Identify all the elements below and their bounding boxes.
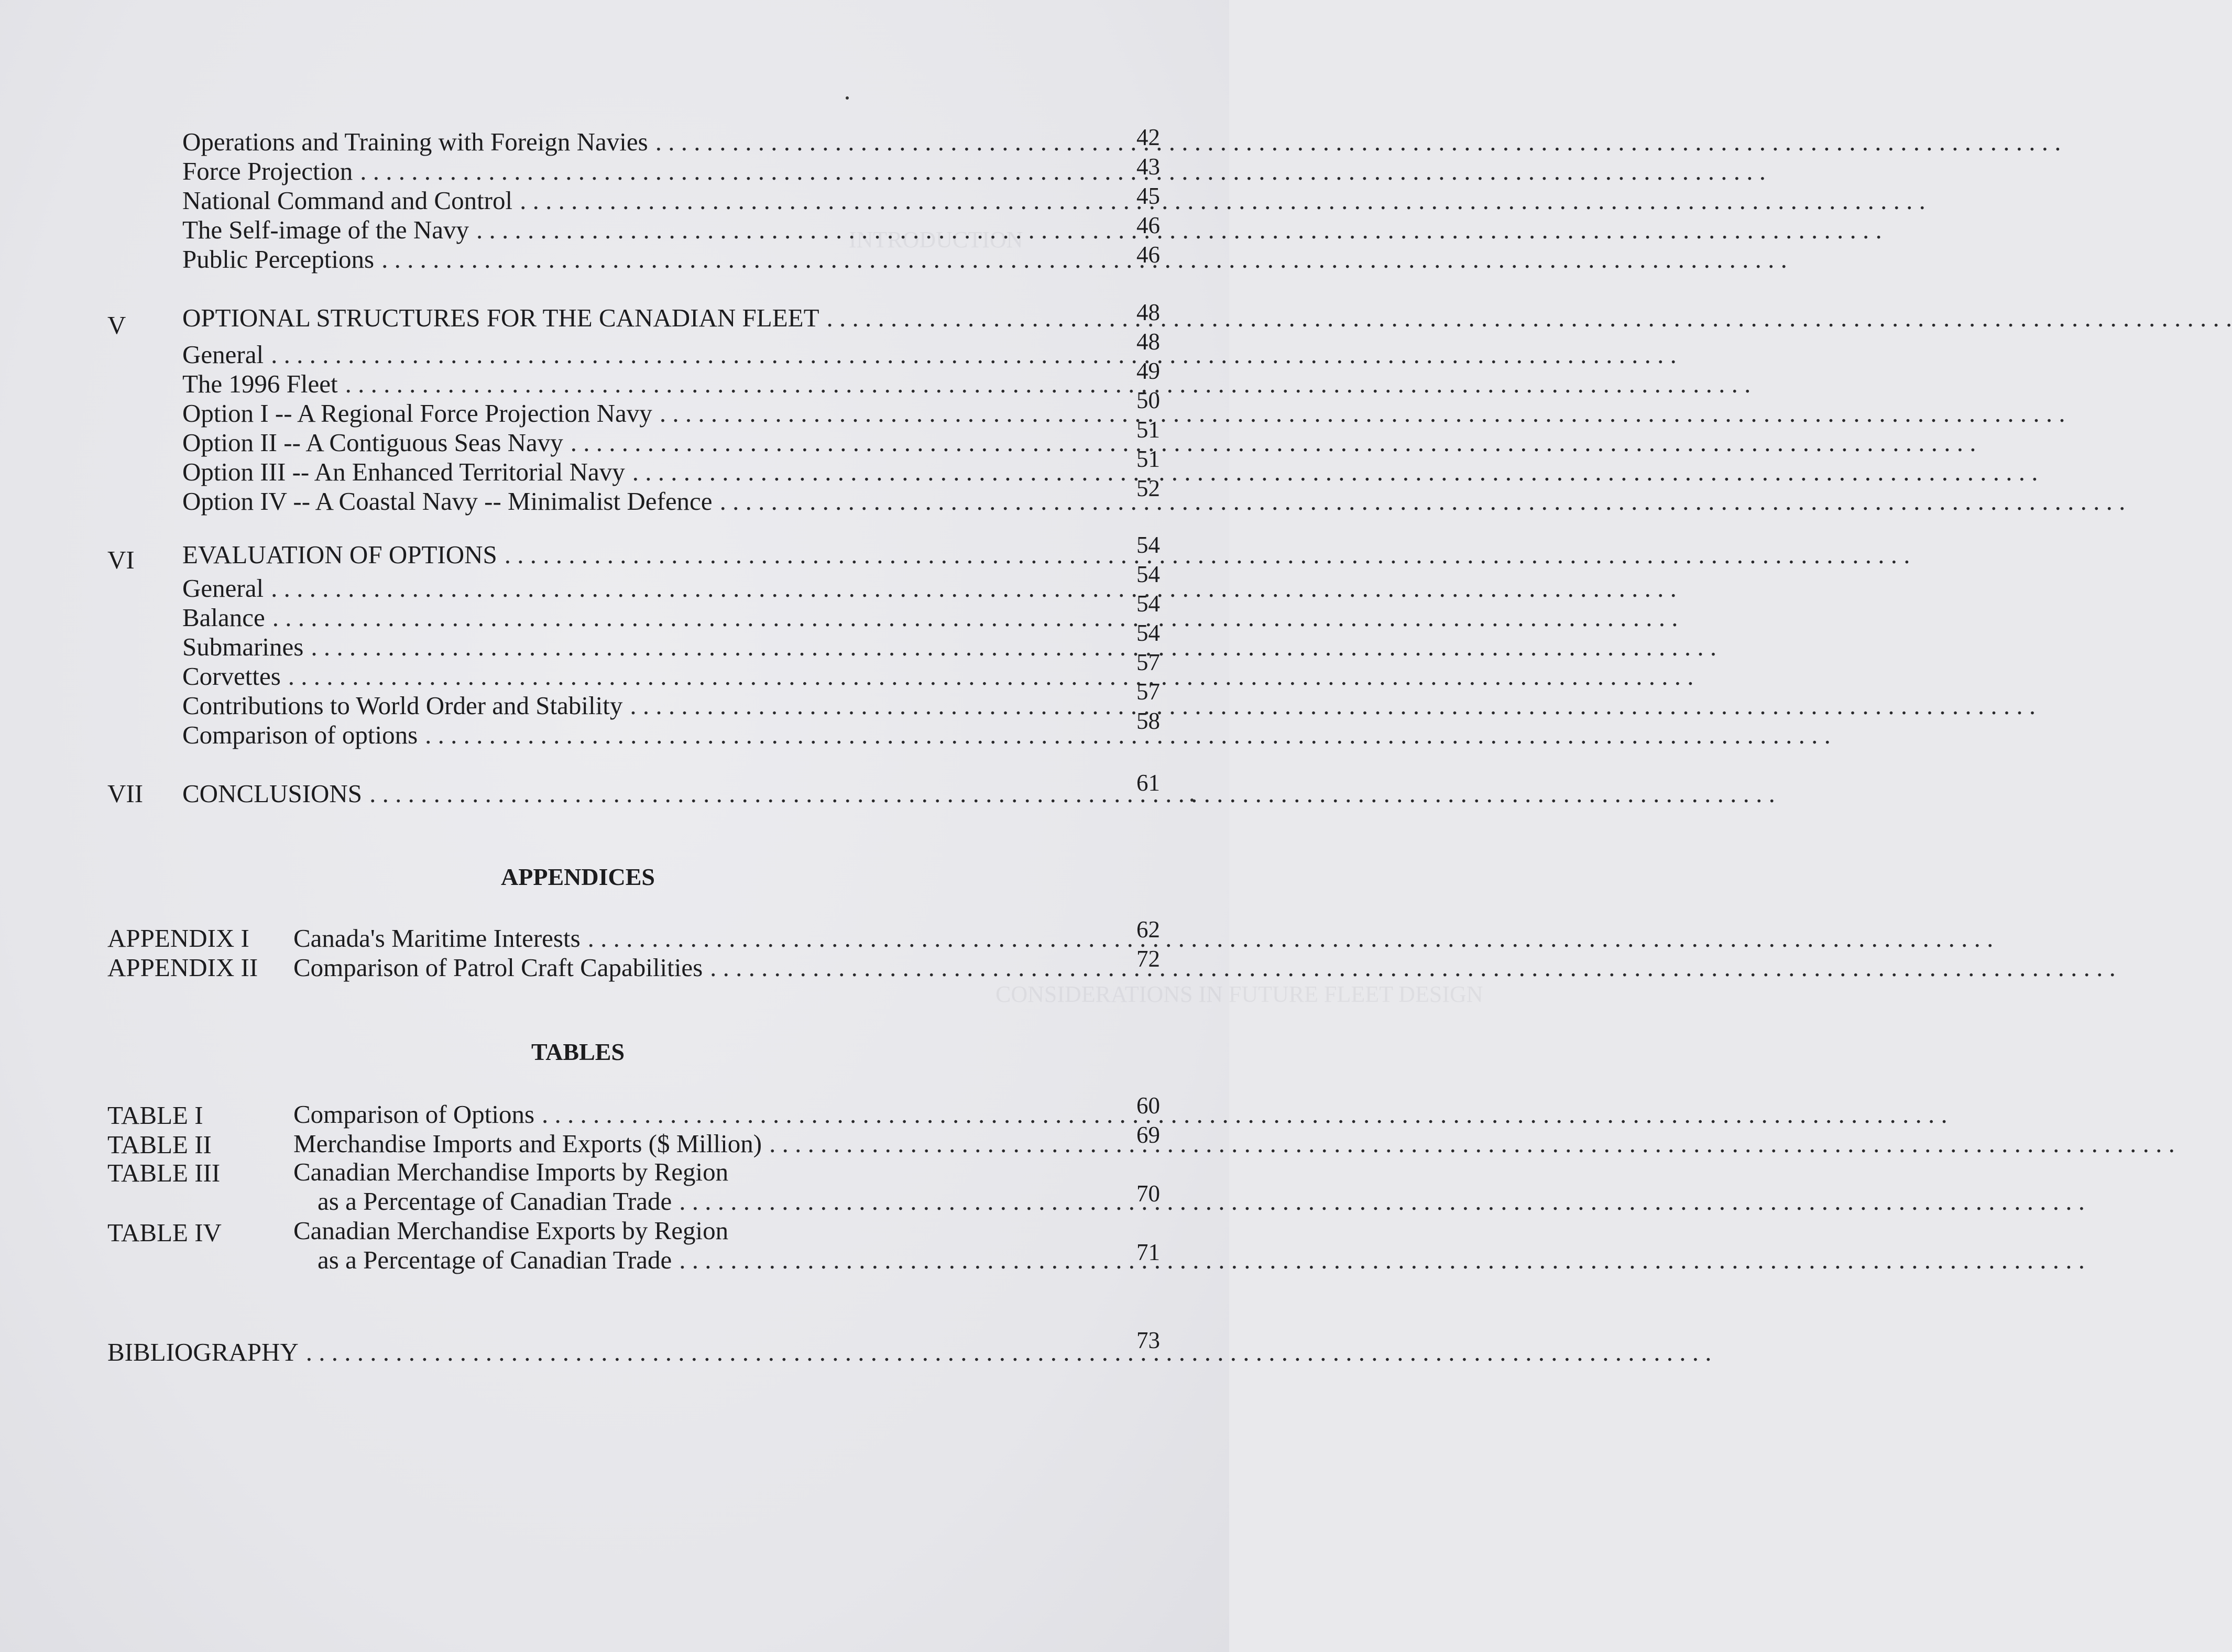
toc-entry-title: Comparison of Patrol Craft Capabilities <box>293 953 703 982</box>
dot-leader <box>542 1099 1947 1130</box>
toc-entry[interactable] <box>182 720 1092 750</box>
bleed-through-text: INTRODUCTION <box>849 227 1023 253</box>
toc-chapter-title: CONCLUSIONS <box>182 779 363 808</box>
toc-entry[interactable] <box>182 398 1092 429</box>
toc-table-entry[interactable] <box>318 1245 1092 1275</box>
toc-page-number: 70 <box>1136 1180 1160 1207</box>
toc-entry-title: Canadian Merchandise Exports by Region <box>293 1216 729 1245</box>
toc-table-entry[interactable] <box>318 1186 1092 1217</box>
toc-page-number: 61 <box>1136 770 1160 796</box>
toc-table-entry[interactable] <box>293 1099 1092 1130</box>
speck-mark <box>846 96 849 100</box>
dot-leader <box>505 540 1910 570</box>
toc-entry[interactable] <box>182 215 1092 245</box>
toc-entry-title: Option II -- A Contiguous Seas Navy <box>182 428 563 457</box>
toc-entry-title-continued: as a Percentage of Canadian Trade <box>318 1187 672 1216</box>
toc-entry-title: Submarines <box>182 632 304 661</box>
toc-entry[interactable] <box>182 573 1092 604</box>
dot-leader <box>425 720 1831 750</box>
toc-table-entry[interactable] <box>293 1129 1092 1159</box>
toc-entry[interactable] <box>182 661 1092 692</box>
appendix-label: APPENDIX II <box>107 953 258 982</box>
appendices-heading: APPENDICES <box>501 863 655 890</box>
toc-entry-title: General <box>182 574 264 603</box>
toc-entry-title: Canada's Maritime Interests <box>293 924 581 953</box>
toc-page-number: 52 <box>1136 475 1160 501</box>
toc-entry-title: The 1996 Fleet <box>182 369 338 398</box>
toc-page-number: 54 <box>1136 532 1160 558</box>
toc-page-number: 50 <box>1136 387 1160 413</box>
toc-page-number: 71 <box>1136 1239 1160 1265</box>
toc-entry-title: Comparison of Options <box>293 1100 535 1129</box>
dot-leader <box>660 398 2065 429</box>
toc-entry-title: Comparison of options <box>182 720 418 749</box>
toc-entry-title: General <box>182 340 264 369</box>
table-label: TABLE I <box>107 1101 203 1130</box>
toc-chapter-entry[interactable] <box>182 303 1092 333</box>
dot-leader <box>288 661 1694 692</box>
toc-entry-title: Balance <box>182 603 265 632</box>
table-label: TABLE III <box>107 1158 221 1187</box>
dot-leader <box>720 486 2126 517</box>
toc-entry-title: Contributions to World Order and Stability <box>182 691 623 720</box>
dot-leader <box>271 340 1677 370</box>
toc-entry[interactable] <box>182 486 1092 517</box>
dot-leader <box>655 127 2061 157</box>
toc-page-number: 57 <box>1136 649 1160 675</box>
toc-bibliography-title: BIBLIOGRAPHY <box>107 1338 299 1366</box>
toc-entry-title: Force Projection <box>182 157 353 185</box>
toc-page-number: 45 <box>1136 183 1160 209</box>
dot-leader <box>272 603 1678 633</box>
dot-leader <box>369 779 1775 809</box>
toc-entry[interactable] <box>182 632 1092 662</box>
chapter-number: V <box>107 311 126 340</box>
tables-heading: TABLES <box>531 1038 625 1065</box>
chapter-number: VII <box>107 779 144 808</box>
toc-page-number: 69 <box>1136 1122 1160 1148</box>
dot-leader <box>588 923 1994 954</box>
table-label: TABLE II <box>107 1130 212 1159</box>
toc-chapter-title: OPTIONAL STRUCTURES FOR THE CANADIAN FLEET <box>182 303 819 332</box>
dot-leader <box>630 691 2036 721</box>
toc-entry[interactable] <box>182 428 1092 458</box>
dot-leader <box>679 1245 2085 1275</box>
toc-page-number: 42 <box>1136 124 1160 150</box>
dot-leader <box>827 303 2232 333</box>
dot-leader <box>571 428 1976 458</box>
dot-leader <box>311 632 1716 662</box>
toc-entry-title: Operations and Training with Foreign Navies <box>182 127 648 156</box>
toc-chapter-entry[interactable] <box>182 779 1092 809</box>
toc-page-number: 51 <box>1136 417 1160 443</box>
toc-page-number: 51 <box>1136 446 1160 472</box>
dot-leader <box>345 369 1751 399</box>
dot-leader <box>520 185 1925 216</box>
appendix-label: APPENDIX I <box>107 924 249 953</box>
toc-entry[interactable] <box>182 340 1092 370</box>
toc-page-number: 48 <box>1136 299 1160 325</box>
dot-leader <box>271 573 1677 604</box>
toc-page-number: 54 <box>1136 561 1160 587</box>
toc-appendix-entry[interactable] <box>293 953 1092 983</box>
dot-leader <box>381 244 1787 275</box>
dot-leader <box>360 156 1766 187</box>
dot-leader <box>679 1186 2085 1217</box>
dot-leader <box>476 215 1882 245</box>
toc-entry[interactable] <box>182 244 1092 275</box>
toc-entry-title: Canadian Merchandise Imports by Region <box>293 1157 729 1186</box>
toc-entry-title: Option IV -- A Coastal Navy -- Minimalist Defence <box>182 487 713 516</box>
toc-page-number: 48 <box>1136 329 1160 355</box>
toc-entry-title: Public Perceptions <box>182 245 375 273</box>
dot-leader <box>769 1129 2175 1159</box>
toc-entry[interactable] <box>182 369 1092 399</box>
toc-page-number: 57 <box>1136 679 1160 705</box>
toc-page-number: 49 <box>1136 358 1160 384</box>
dot-leader <box>710 953 2116 983</box>
dot-leader <box>632 457 2038 487</box>
toc-page-number: 46 <box>1136 242 1160 268</box>
toc-entry-title: Option I -- A Regional Force Projection Navy <box>182 399 652 428</box>
toc-chapter-title: EVALUATION OF OPTIONS <box>182 540 497 569</box>
toc-entry[interactable] <box>182 127 1092 157</box>
toc-entry[interactable] <box>182 156 1092 187</box>
dot-leader <box>306 1337 1712 1367</box>
toc-bibliography-entry[interactable] <box>107 1337 1092 1367</box>
chapter-number: VI <box>107 545 135 574</box>
toc-entry-title: National Command and Control <box>182 186 513 215</box>
toc-entry-title: Option III -- An Enhanced Territorial Navy <box>182 457 625 486</box>
toc-page-number: 72 <box>1136 946 1160 972</box>
bleed-through-text: CONSIDERATIONS IN FUTURE FLEET DESIGN <box>995 981 1483 1007</box>
toc-page-number: 54 <box>1136 620 1160 646</box>
table-label: TABLE IV <box>107 1218 222 1247</box>
toc-page-number: 43 <box>1136 154 1160 180</box>
toc-entry-title: Corvettes <box>182 662 281 691</box>
toc-chapter-entry[interactable] <box>182 540 1092 570</box>
toc-entry-title: The Self-image of the Navy <box>182 215 469 244</box>
toc-page-number: 60 <box>1136 1092 1160 1119</box>
toc-entry-title: Merchandise Imports and Exports ($ Million) <box>293 1129 762 1158</box>
toc-page-number: 62 <box>1136 916 1160 943</box>
toc-page-number: 46 <box>1136 212 1160 238</box>
toc-entry[interactable] <box>182 185 1092 216</box>
toc-page-number: 54 <box>1136 590 1160 617</box>
toc-entry[interactable] <box>182 691 1092 721</box>
toc-entry-title-continued: as a Percentage of Canadian Trade <box>318 1245 672 1274</box>
toc-page-number: 73 <box>1136 1327 1160 1353</box>
toc-entry[interactable] <box>182 603 1092 633</box>
toc-appendix-entry[interactable] <box>293 923 1092 954</box>
toc-entry[interactable] <box>182 457 1092 487</box>
toc-page-number: 58 <box>1136 708 1160 734</box>
